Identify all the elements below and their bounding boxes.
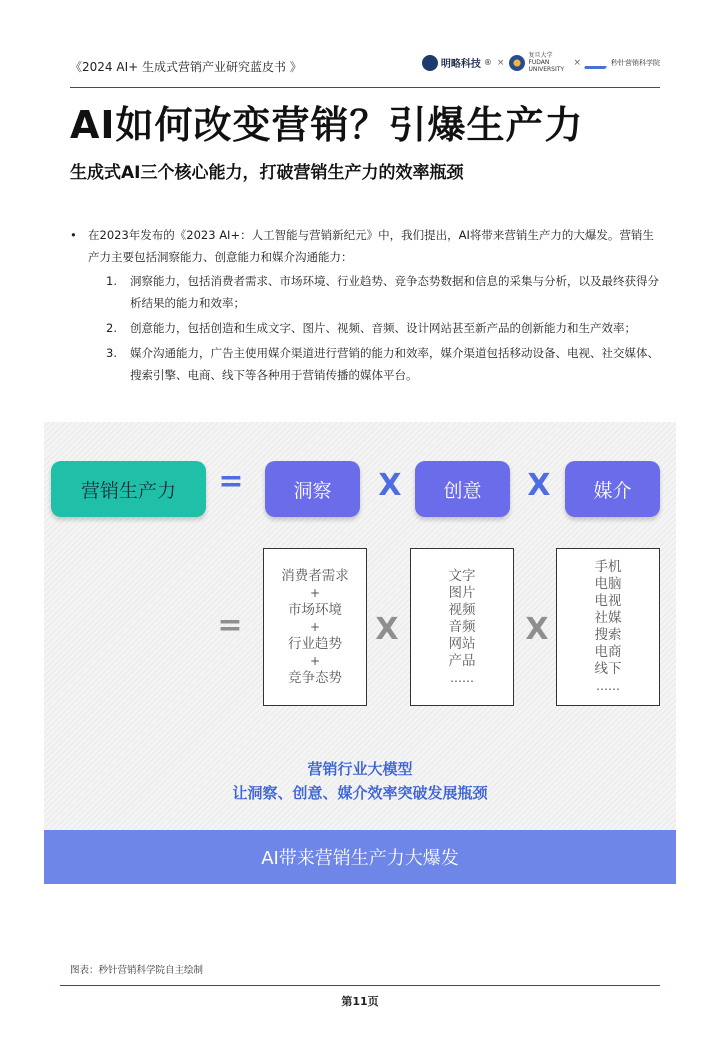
times-sign: X [525, 612, 549, 647]
report-title: 《2024 AI+ 生成式营销产业研究蓝皮书 》 [70, 60, 302, 74]
times-sign: X [378, 468, 402, 503]
page-header [70, 52, 660, 88]
conclusion-banner: AI带来营销生产力大爆发 [44, 830, 676, 884]
fudan-logo: 复旦大学 FUDAN UNIVERSITY [509, 52, 568, 73]
media-pill: 媒介 [565, 461, 660, 517]
miaozhen-logo-icon [584, 57, 610, 69]
list-item: 2. 创意能力，包括创造和生成文字、图片、视频、音频、设计网站甚至新产品的创新能力和生产效率； [106, 321, 636, 335]
body-text [70, 224, 660, 389]
times-sign: X [375, 612, 399, 647]
model-caption-line1: 营销行业大模型 [307, 760, 413, 778]
equals-sign: = [217, 608, 243, 643]
list-item: 1. 洞察能力，包括消费者需求、市场环境、行业趋势、竞争态势数据和信息的采集与分析，以及最终获得分析结果的能力和效率； [106, 274, 659, 310]
creative-pill: 创意 [415, 461, 510, 517]
logo-separator: × [496, 57, 505, 68]
media-detail-box: 手机 电脑 电视 社媒 搜索 电商 线下 …… [556, 548, 660, 706]
bullet-paragraph: • 在2023年发布的《2023 AI+：人工智能与营销新纪元》中，我们提出，AI将带来营销生产力的大爆发。营销生产力主要包括洞察能力、创意能力和媒介沟通能力： [70, 224, 660, 268]
productivity-diagram [44, 422, 676, 830]
insight-detail-box: 消费者需求 + 市场环境 + 行业趋势 + 竞争态势 [263, 548, 367, 706]
footer-divider [60, 985, 660, 986]
list-item: 3. 媒介沟通能力，广告主使用媒介渠道进行营销的能力和效率，媒介渠道包括移动设备、电视、社交媒体、搜索引擎、电商、线下等各种用于营销传播的媒体平台。 [106, 346, 659, 382]
creative-detail-box: 文字 图片 视频 音频 网站 产品 …… [410, 548, 514, 706]
mingluo-logo-icon [422, 55, 438, 71]
page-number: 第11页 [341, 995, 379, 1008]
mingluo-logo: 明略科技 ® [422, 55, 492, 71]
partner-logos [422, 52, 660, 73]
chart-source: 图表：秒针营销科学院自主绘制 [70, 965, 204, 976]
fudan-seal-icon [509, 55, 525, 71]
page-subtitle: 生成式AI三个核心能力，打破营销生产力的效率瓶颈 [70, 163, 464, 183]
logo-separator: × [573, 57, 581, 68]
ordered-list [106, 270, 660, 386]
insight-pill: 洞察 [265, 461, 360, 517]
equals-sign: = [218, 464, 244, 499]
miaozhen-logo: 秒针营销科学院 [586, 57, 660, 69]
model-caption-line2: 让洞察、创意、媒介效率突破发展瓶颈 [232, 784, 488, 802]
page-title: AI如何改变营销？引爆生产力 [70, 103, 584, 147]
bullet-dot-icon: • [70, 228, 77, 242]
times-sign: X [527, 468, 551, 503]
productivity-pill: 营销生产力 [51, 461, 206, 517]
